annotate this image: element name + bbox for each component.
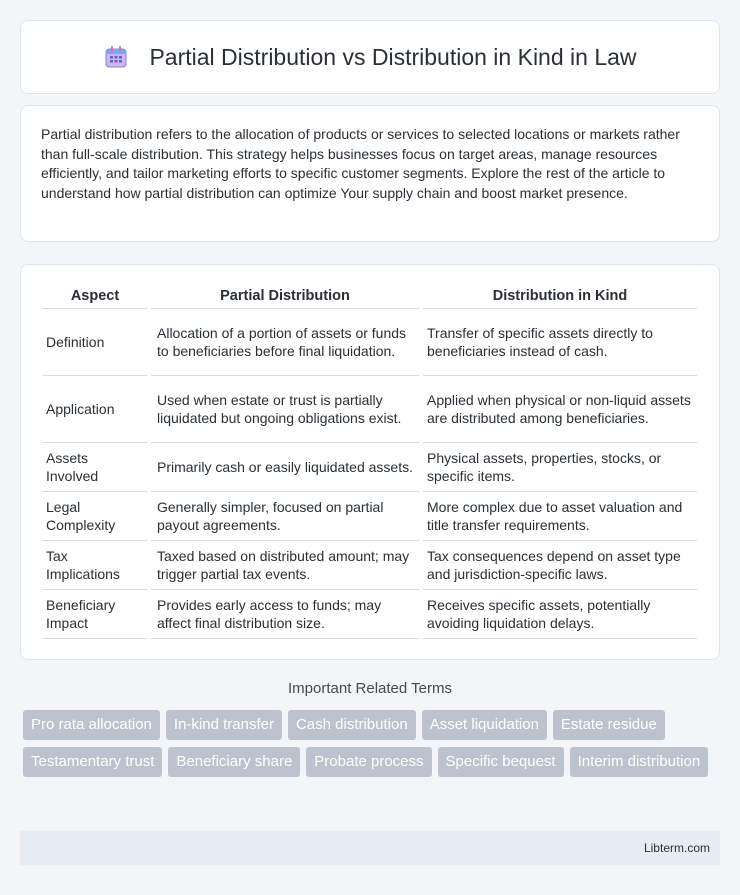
row-aspect: Legal Complexity bbox=[43, 492, 147, 541]
related-terms-section bbox=[20, 680, 720, 777]
calendar-icon bbox=[103, 44, 129, 70]
header-aspect: Aspect bbox=[43, 285, 147, 309]
table-row bbox=[43, 443, 697, 492]
row-aspect: Assets Involved bbox=[43, 443, 147, 492]
comparison-card bbox=[20, 264, 720, 660]
table-row bbox=[43, 309, 697, 376]
related-term-tag[interactable]: Pro rata allocation bbox=[23, 710, 160, 740]
title-card bbox=[20, 20, 720, 94]
row-kind: Receives specific assets, potentially avoiding liquidation delays. bbox=[423, 590, 697, 639]
related-term-tag[interactable]: Testamentary trust bbox=[23, 747, 162, 777]
row-kind: Tax consequences depend on asset type and jurisdiction-specific laws. bbox=[423, 541, 697, 590]
page-title: Partial Distribution vs Distribution in Kind in Law bbox=[149, 43, 637, 70]
row-aspect: Tax Implications bbox=[43, 541, 147, 590]
footer-site-link[interactable]: Libterm.com bbox=[643, 841, 710, 855]
table-row bbox=[43, 590, 697, 639]
row-partial: Taxed based on distributed amount; may trigger partial tax events. bbox=[151, 541, 419, 590]
row-partial: Generally simpler, focused on partial payout agreements. bbox=[151, 492, 419, 541]
row-kind: Transfer of specific assets directly to beneficiaries instead of cash. bbox=[423, 309, 697, 376]
row-partial: Provides early access to funds; may affect final distribution size. bbox=[151, 590, 419, 639]
related-terms-list bbox=[20, 710, 720, 777]
row-aspect: Application bbox=[43, 376, 147, 443]
footer bbox=[20, 831, 720, 865]
row-kind: Applied when physical or non-liquid assets are distributed among beneficiaries. bbox=[423, 376, 697, 443]
header-kind: Distribution in Kind bbox=[423, 285, 697, 309]
related-term-tag[interactable]: Interim distribution bbox=[570, 747, 709, 777]
row-aspect: Definition bbox=[43, 309, 147, 376]
row-kind: Physical assets, properties, stocks, or specific items. bbox=[423, 443, 697, 492]
header-partial: Partial Distribution bbox=[151, 285, 419, 309]
table-row bbox=[43, 492, 697, 541]
row-kind: More complex due to asset valuation and title transfer requirements. bbox=[423, 492, 697, 541]
related-terms-title: Important Related Terms bbox=[288, 680, 452, 697]
table-row bbox=[43, 376, 697, 443]
row-partial: Allocation of a portion of assets or funds to beneficiaries before final liquidation. bbox=[151, 309, 419, 376]
related-term-tag[interactable]: In-kind transfer bbox=[166, 710, 282, 740]
comparison-table bbox=[39, 285, 701, 639]
row-aspect: Beneficiary Impact bbox=[43, 590, 147, 639]
related-term-tag[interactable]: Specific bequest bbox=[438, 747, 564, 777]
related-term-tag[interactable]: Beneficiary share bbox=[168, 747, 300, 777]
related-term-tag[interactable]: Asset liquidation bbox=[422, 710, 547, 740]
row-partial: Used when estate or trust is partially liquidated but ongoing obligations exist. bbox=[151, 376, 419, 443]
related-term-tag[interactable]: Probate process bbox=[306, 747, 431, 777]
related-term-tag[interactable]: Cash distribution bbox=[288, 710, 416, 740]
row-partial: Primarily cash or easily liquidated assets. bbox=[151, 443, 419, 492]
table-header-row bbox=[43, 285, 697, 309]
table-row bbox=[43, 541, 697, 590]
intro-paragraph: Partial distribution refers to the allocation of products or services to selected locations or markets rather than full-scale distribution. This strategy helps businesses focus on target areas, manage resources efficiently, and tailor marketing efforts to specific customer segments. Explore the rest of the article to understand how partial distribution can optimize Your supply chain and boost market presence. bbox=[41, 126, 680, 201]
intro-card bbox=[20, 105, 720, 242]
related-term-tag[interactable]: Estate residue bbox=[553, 710, 665, 740]
